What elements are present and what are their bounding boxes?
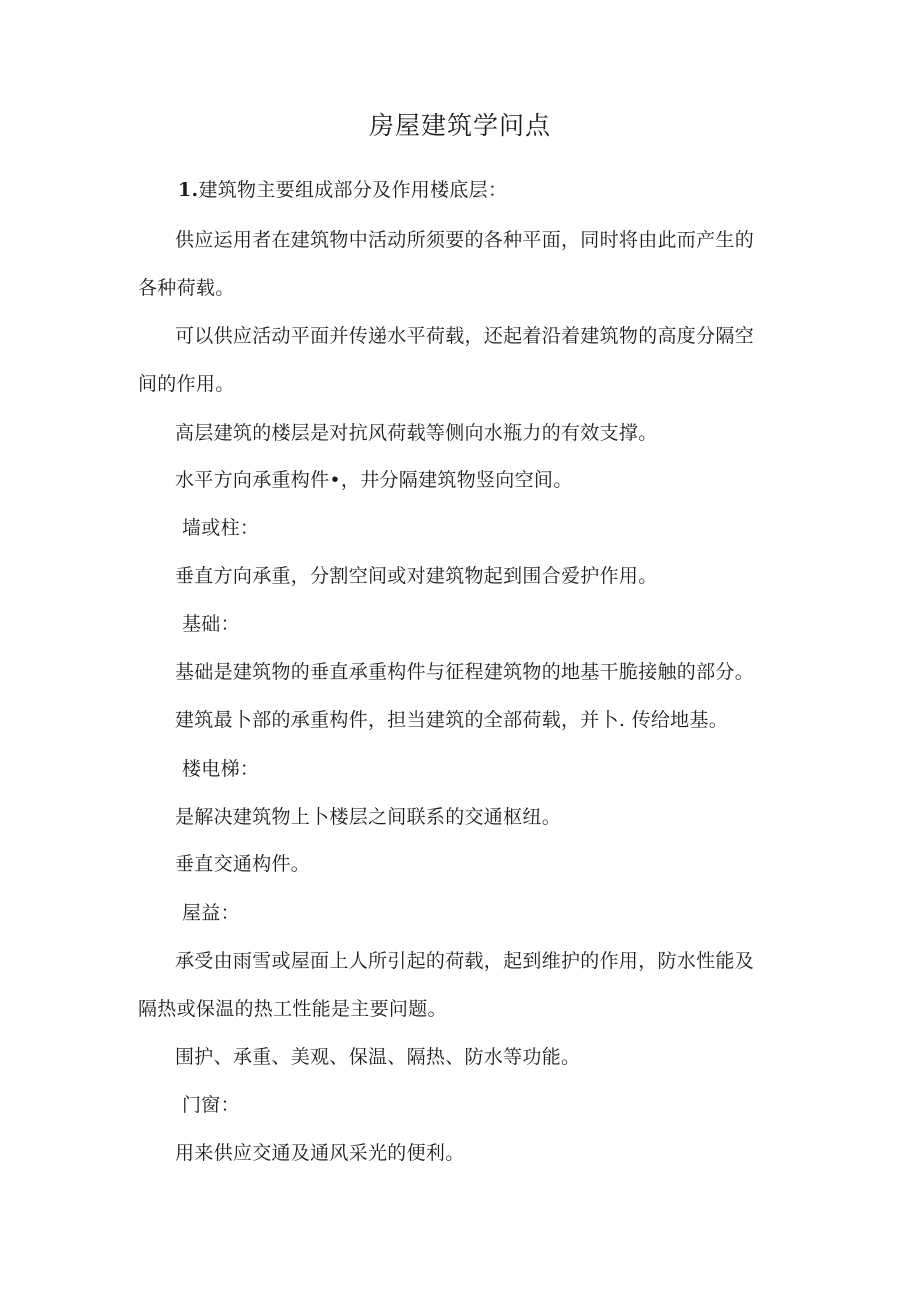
paragraph-line: 垂直方向承重，分割空间或对建筑物起到围合爱护作用。 bbox=[175, 565, 658, 587]
subheading-stairs: 楼电梯： bbox=[182, 758, 260, 780]
paragraph-line: 承受由雨雪或屋面上人所引起的荷载，起到维护的作用，防水性能及 bbox=[175, 950, 755, 972]
section-heading-text: 建筑物主要组成部分及作用楼底层： bbox=[198, 179, 508, 201]
paragraph-line: 各种荷载。 bbox=[138, 277, 235, 299]
paragraph-line: 用来供应交通及通风采光的便利。 bbox=[175, 1142, 465, 1164]
paragraph-line: 水平方向承重构件•，井分隔建筑物竖向空间。 bbox=[175, 469, 573, 491]
paragraph-line: 供应运用者在建筑物中活动所须要的各种平面，同时将由此而产生的 bbox=[175, 229, 755, 251]
subheading-roof: 屋益： bbox=[182, 902, 240, 924]
paragraph-line: 建筑最卜部的承重构件，担当建筑的全部荷载，并卜. 传给地基。 bbox=[175, 709, 729, 731]
paragraph-line: 隔热或保温的热工性能是主要问题。 bbox=[138, 998, 447, 1020]
document-title: 房屋建筑学问点 bbox=[368, 111, 551, 140]
paragraph-line: 间的作用。 bbox=[138, 373, 235, 395]
paragraph-line: 垂直交通构件。 bbox=[175, 853, 311, 875]
subheading-wall: 墙或柱： bbox=[182, 517, 260, 539]
paragraph-line: 高层建筑的楼层是对抗风荷载等侧向水瓶力的有效支撑。 bbox=[175, 422, 658, 444]
section-heading bbox=[178, 176, 507, 204]
section-number: 1. bbox=[178, 179, 199, 201]
subheading-door-window: 门窗： bbox=[182, 1094, 240, 1116]
paragraph-line: 可以供应活动平面并传递水平荷载，还起着沿着建筑物的高度分隔空 bbox=[175, 325, 755, 347]
subheading-foundation: 基础： bbox=[182, 613, 240, 635]
paragraph-line: 是解决建筑物上卜楼层之间联系的交通枢纽。 bbox=[175, 806, 562, 828]
paragraph-line: 基础是建筑物的垂直承重构件与征程建筑物的地基干脆接触的部分。 bbox=[175, 661, 755, 683]
paragraph-line: 围护、承重、美观、保温、隔热、防水等功能。 bbox=[175, 1046, 581, 1068]
